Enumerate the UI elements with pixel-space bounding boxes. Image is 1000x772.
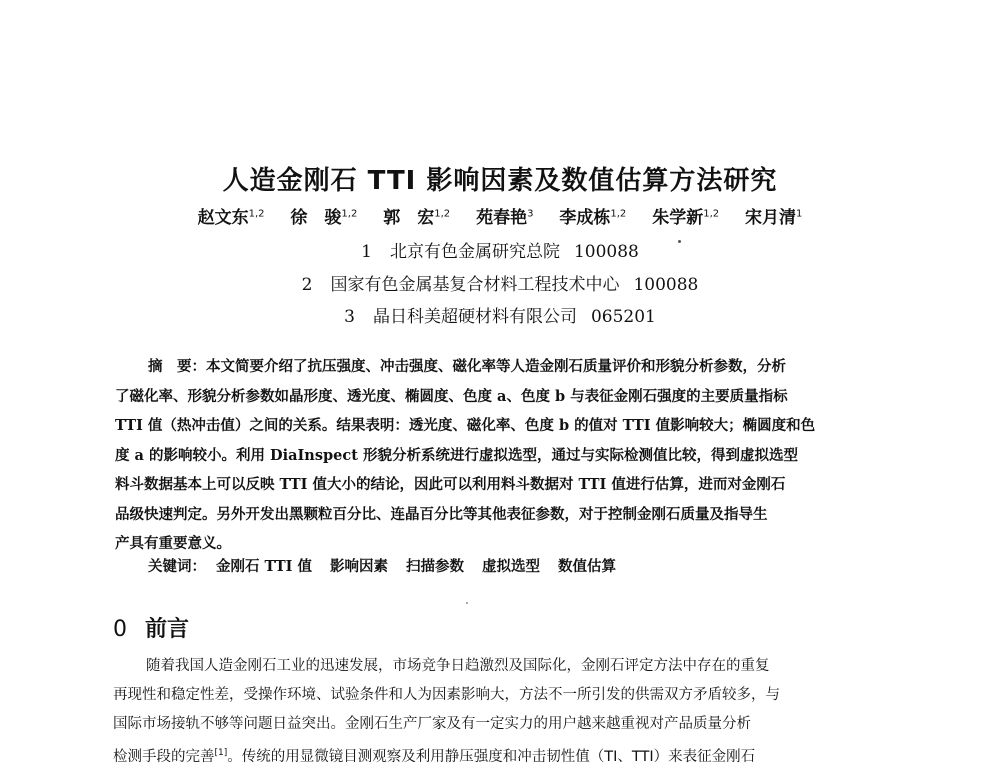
keywords (148, 555, 616, 576)
author: 苑春艳$^3$ (476, 208, 534, 228)
body-line: 国际市场接轨不够等问题日益突出。金刚石生产厂家及有一定实力的用户越来越重视对产品质量分析 (113, 716, 751, 732)
abstract-line: 摘 要：本文简要介绍了抗压强度、冲击强度、磁化率等人造金刚石质量评价和形貌分析参数，分析 (148, 358, 786, 375)
author: 赵文东$^{1,2}$ (197, 208, 265, 228)
keyword: 扫描参数 (405, 558, 464, 575)
abstract-line: 了磁化率、形貌分析参数如晶形度、透光度、椭圆度、色度 a、色度 b 与表征金刚石强度的主要质量指标 (115, 387, 788, 405)
affiliation-1: 1 北京有色金属研究总院 100088 (361, 242, 639, 262)
author-list (0, 203, 1000, 228)
affiliation-2: 2 国家有色金属基复合材料工程技术中心 100088 (301, 275, 699, 295)
author: 朱学新$^{1,2}$ (652, 208, 720, 228)
paper-title: 人造金刚石 TTI 影响因素及数值估算方法研究 (222, 166, 778, 196)
author: 徐 骏$^{1,2}$ (290, 208, 358, 228)
abstract-line: 度 a 的影响较小。利用 DiaInspect 形貌分析系统进行虚拟选型，通过与实际检测值比较，得到虚拟选型 (115, 446, 798, 464)
author: 宋月清$^1$ (745, 208, 803, 228)
abstract-line: 产具有重要意义。 (115, 535, 231, 552)
affiliation-3: 3 晶日科美超硬材料有限公司 065201 (344, 307, 656, 327)
body-line: 再现性和稳定性差，受操作环境、试验条件和人为因素影响大，方法不一所引发的供需双方矛盾较多，与 (113, 687, 780, 703)
keyword: 影响因素 (329, 558, 388, 575)
citation-ref: [1] (214, 748, 228, 758)
section-title: 前言 (145, 617, 190, 642)
abstract-line: TTI 值（热冲击值）之间的关系。结果表明：透光度、磁化率、色度 b 的值对 TTI 值影响较大；椭圆度和色 (115, 417, 816, 434)
abstract-line: 品级快速判定。另外开发出黑颗粒百分比、连晶百分比等其他表征参数，对于控制金刚石质量及指导生 (115, 505, 768, 523)
abstract (115, 352, 885, 559)
section-number: 0 (113, 617, 127, 642)
body-text (113, 652, 888, 772)
keyword: 虚拟选型 (481, 558, 540, 575)
scan-speck (466, 602, 468, 604)
abstract-line: 料斗数据基本上可以反映 TTI 值大小的结论，因此可以利用料斗数据对 TTI 值进行估算，进而对金刚石 (115, 476, 786, 493)
scan-speck (678, 240, 681, 243)
keywords-label: 关键词： (148, 558, 206, 575)
author: 郭 宏$^{1,2}$ (383, 208, 451, 228)
body-line: 随着我国人造金刚石工业的迅速发展，市场竞争日趋激烈及国际化，金刚石评定方法中存在的重复 (146, 658, 770, 674)
keyword: 数值估算 (557, 558, 616, 575)
section-heading (113, 612, 189, 643)
author: 李成栋$^{1,2}$ (559, 208, 627, 228)
keyword: 金刚石 TTI 值 (216, 558, 312, 575)
body-line: 检测手段的完善[1]。传统的用显微镜目测观察及利用静压强度和冲击韧性值（TI、TTI）来表征金刚石 (113, 748, 756, 765)
